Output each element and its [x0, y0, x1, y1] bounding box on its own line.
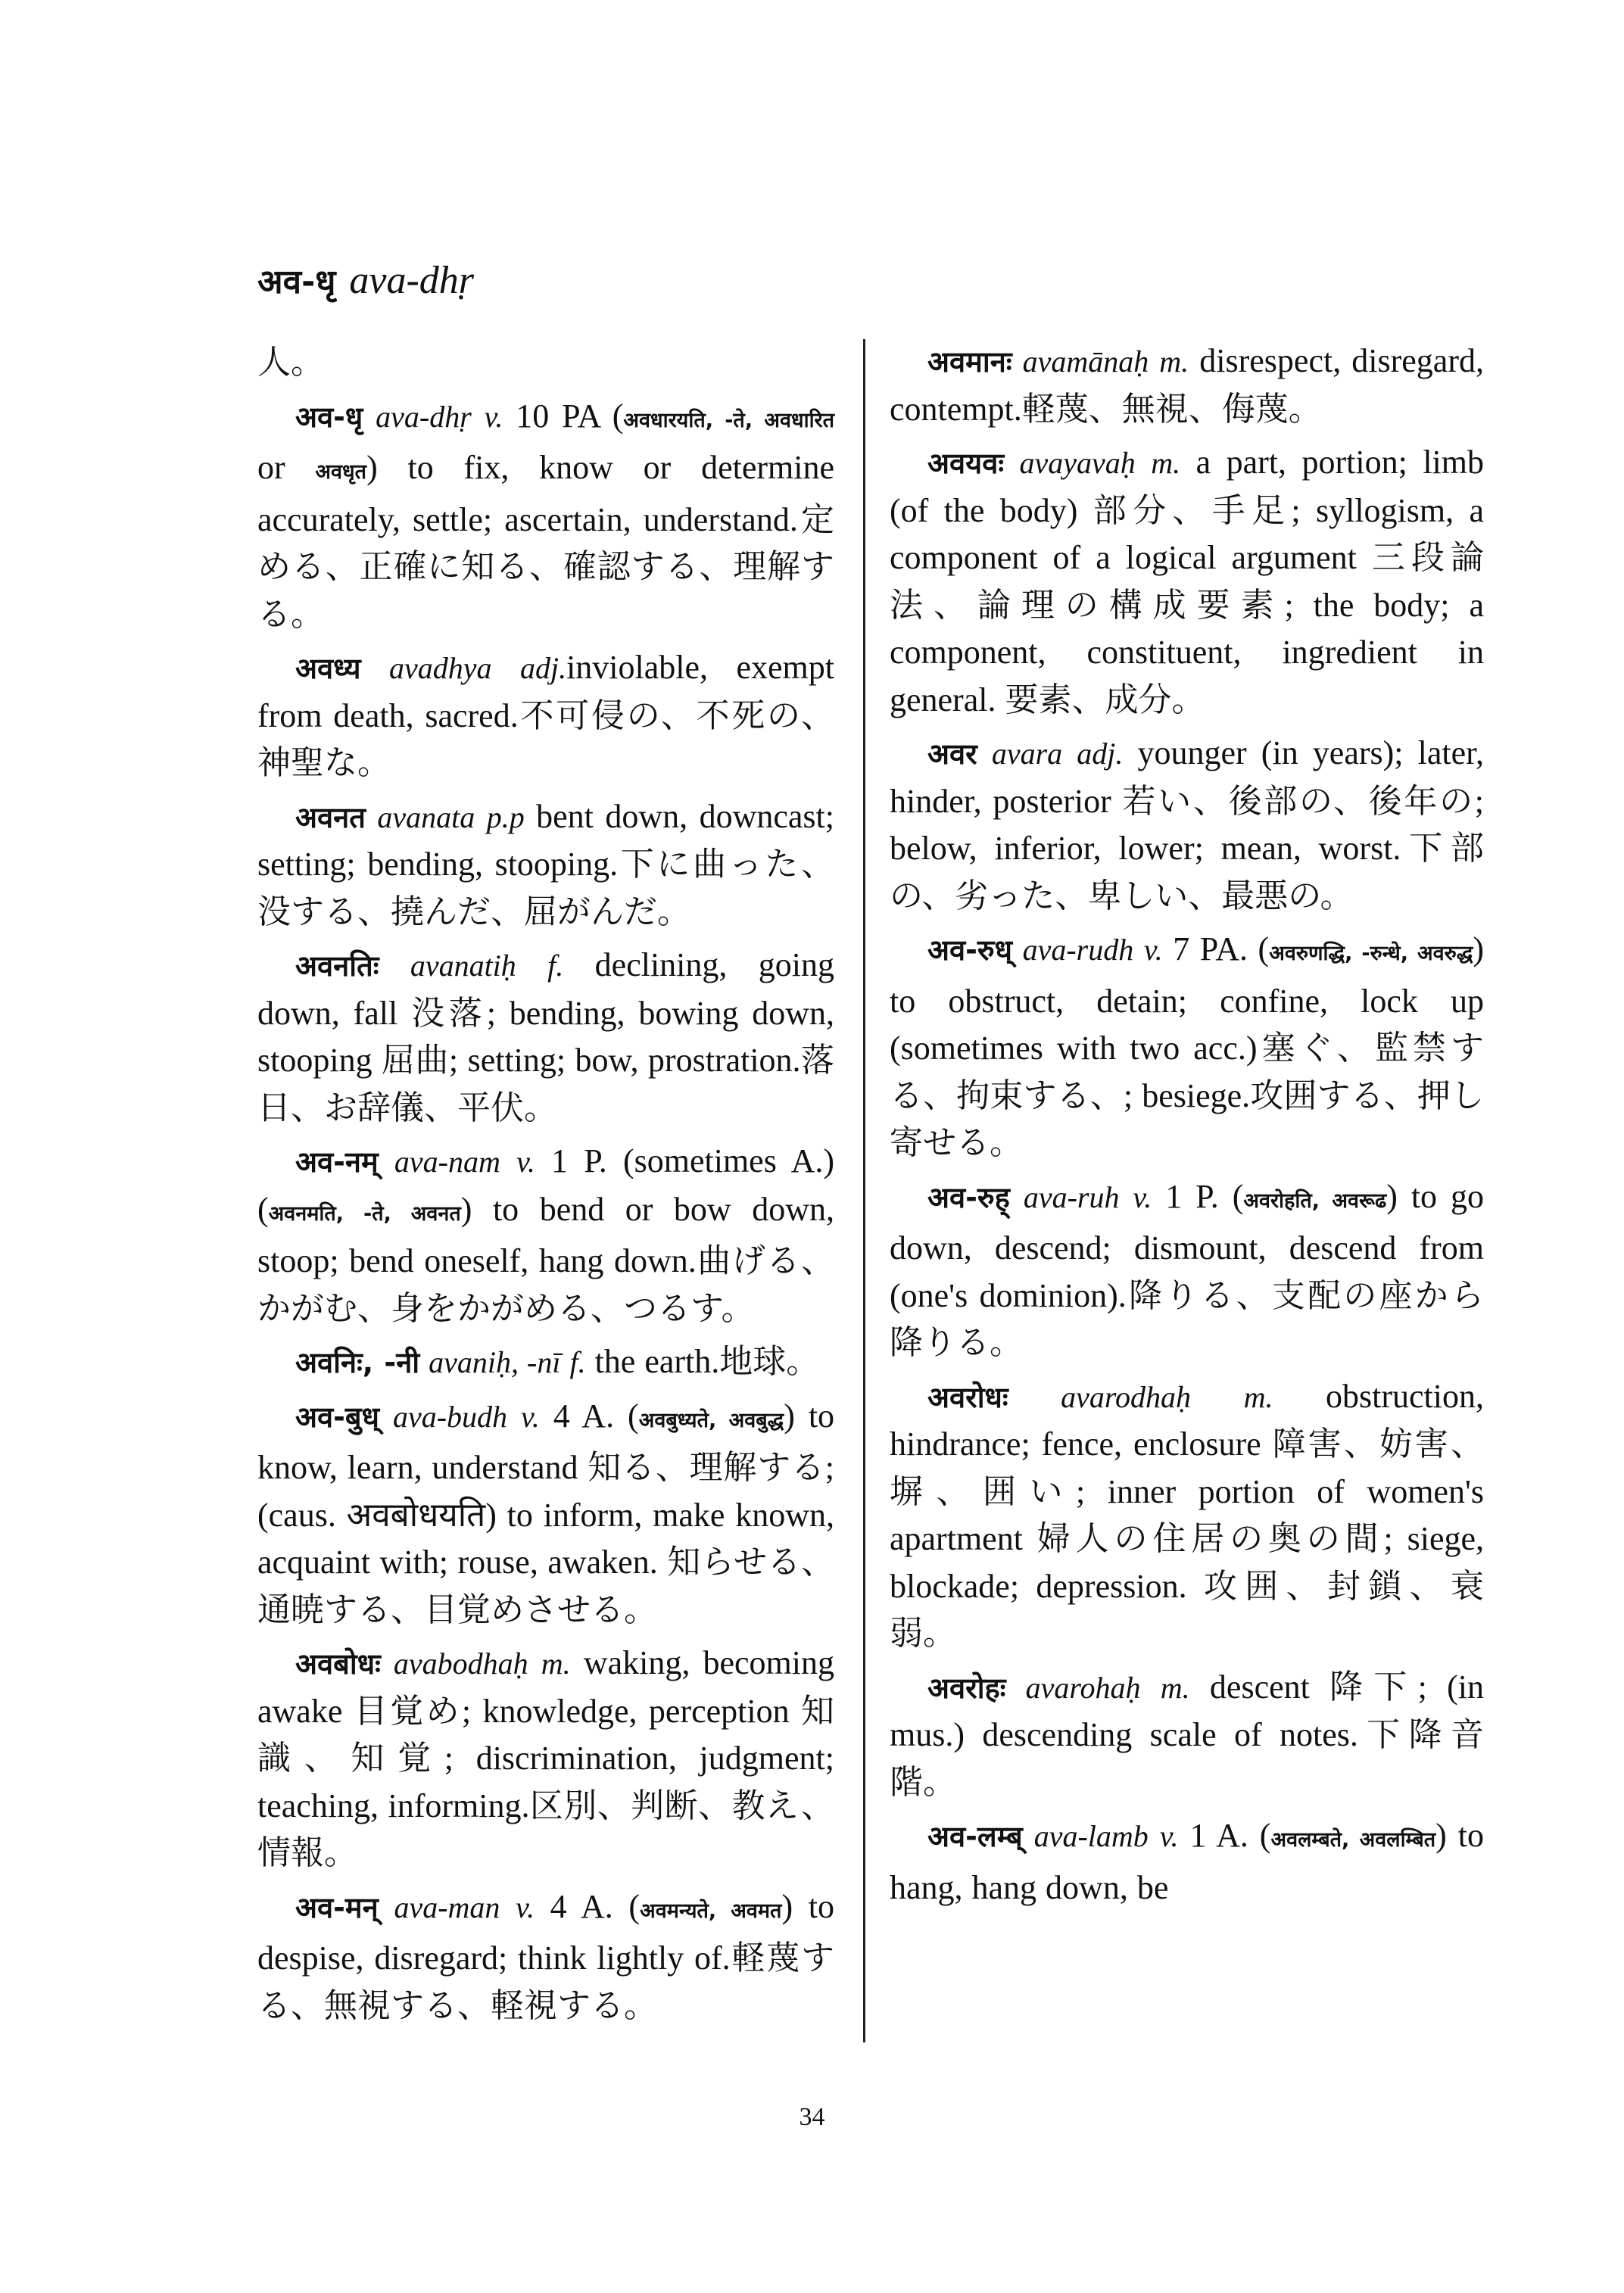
entry-grammar-detail: 1 A. ( — [1189, 1817, 1271, 1854]
entry-transliteration: avamānaḥ — [1022, 344, 1149, 379]
entry-headword: अव-धृ — [295, 400, 363, 434]
entry-definition: ) to hang, hang down, be — [890, 1817, 1484, 1906]
entry-definition: waking, becoming awake 目覚め; knowledge, perception 知識、知覚; discrimination, judgment; teaching, informing.区別、判断、教え、情報。 — [257, 1644, 834, 1871]
entry-inflected-forms-alt: अवधृत — [315, 460, 367, 484]
entry-transliteration: ava-man — [394, 1890, 500, 1924]
entry-grammar: v. — [484, 399, 503, 434]
entry-definition: disrespect, disregard, contempt.軽蔑、無視、侮蔑。 — [890, 342, 1484, 428]
dictionary-entry — [890, 926, 1484, 1167]
entry-grammar: m. — [1243, 1379, 1273, 1414]
entry-grammar: m. — [1159, 344, 1189, 379]
entry-headword: अवध्य — [295, 652, 361, 685]
entry-inflected-forms: अवरुणद्धि, -रुन्धे, अवरुद्ध — [1269, 942, 1473, 965]
entry-transliteration: avarohaḥ — [1025, 1670, 1141, 1705]
running-head-transliteration: ava-dhṛ — [349, 259, 475, 302]
entry-definition: the earth.地球。 — [585, 1343, 820, 1380]
entry-grammar: m. — [1160, 1670, 1190, 1705]
entry-headword: अव-रुध् — [927, 933, 1013, 967]
entry-definition: a part, portion; limb (of the body) 部分、手足; syllogism, a component of a logical argument 三段論法、論理の構成要素; the body; a component, constituent, ingredient in general. 要素、成分。 — [890, 444, 1485, 718]
entry-connector: or — [257, 449, 316, 486]
entry-headword: अवयवः — [927, 447, 1005, 480]
entry-grammar: m. — [541, 1647, 571, 1681]
entry-headword: अवनिः, -नी — [295, 1346, 420, 1379]
entry-headword: अव-मन् — [295, 1890, 379, 1924]
entry-headword: अवनत — [295, 800, 366, 834]
dictionary-entry — [257, 1640, 834, 1877]
entry-transliteration: avayavaḥ — [1019, 446, 1136, 480]
entry-grammar-detail: 1 P. ( — [1165, 1177, 1244, 1215]
entry-headword: अव-लम्ब् — [927, 1820, 1023, 1853]
entry-definition: ) to obstruct, detain; confine, lock up (sometimes with two acc.)塞ぐ、監禁する、拘束する、; besiege.攻囲する、押し寄せる。 — [890, 930, 1485, 1161]
entry-transliteration: ava-lamb — [1033, 1819, 1149, 1853]
left-column — [257, 339, 834, 2036]
entry-grammar: v. — [516, 1890, 535, 1924]
entry-inflected-forms: अवमन्यते, अवमत — [640, 1899, 782, 1923]
entry-definition: younger (in years); later, hinder, posterior 若い、後部の、後年の; below, inferior, lower; mean, worst.下部の、劣った、卑しい、最悪の。 — [890, 734, 1485, 914]
entry-grammar: m. — [1151, 446, 1181, 480]
dictionary-entry — [890, 1664, 1484, 1807]
entry-definition: obstruction, hindrance; fence, enclosure 障害、妨害、塀、囲い; inner portion of women's apartment 婦人の住居の奥の間; siege, blockade; depression. 攻囲、封鎖、衰弱。 — [890, 1377, 1484, 1652]
entry-headword: अवरोहः — [927, 1671, 1006, 1705]
dictionary-entry — [890, 338, 1484, 433]
page-number: 34 — [799, 2103, 825, 2131]
entry-headword: अव-रुह् — [927, 1180, 1010, 1214]
entry-grammar: adj. — [1077, 737, 1124, 771]
entry-definition: ) to go down, descend; dismount, descend from (one's dominion).降りる、支配の座から降りる。 — [890, 1177, 1485, 1361]
entry-headword: अवमानः — [927, 345, 1012, 379]
entry-grammar: f. — [547, 949, 564, 983]
right-column — [890, 338, 1484, 1918]
entry-definition: ) to despise, disregard; think lightly of.軽蔑する、無視する、軽視する。 — [257, 1887, 835, 2024]
entry-headword: अव-नम् — [295, 1145, 379, 1179]
entry-grammar: p.p — [486, 799, 525, 834]
entry-grammar-detail: 7 PA. ( — [1173, 930, 1270, 967]
column-divider — [863, 339, 865, 2042]
dictionary-entry — [890, 730, 1484, 920]
entry-headword: अव-बुध् — [295, 1400, 379, 1434]
entry-grammar: v. — [1133, 1179, 1152, 1214]
entry-transliteration: ava-budh — [392, 1399, 508, 1434]
running-head-devanagari: अव-धृ — [257, 263, 336, 301]
entry-grammar: f. — [569, 1345, 586, 1379]
entry-headword: अवबोधः — [295, 1647, 381, 1681]
entry-transliteration: ava-ruh — [1023, 1179, 1120, 1214]
entry-transliteration: avadhya — [388, 651, 492, 685]
entry-headword: अवर — [927, 737, 977, 771]
running-head — [257, 257, 474, 303]
entry-inflected-forms: अवबुध्यते, अवबुद्ध — [638, 1408, 784, 1432]
entry-grammar: v. — [521, 1399, 540, 1434]
entry-definition: bent down, downcast; setting; bending, stooping.下に曲った、没する、撓んだ、屈がんだ。 — [257, 797, 834, 930]
entry-grammar: adj. — [519, 651, 567, 685]
dictionary-entry — [890, 1812, 1484, 1911]
entry-definition: ) to fix, know or determine accurately, settle; ascertain, understand.定める、正確に知る、確認する、理解する。 — [257, 449, 834, 633]
dictionary-entry — [257, 942, 834, 1132]
entry-grammar: v. — [516, 1145, 535, 1179]
entry-inflected-forms: अवनमति, -ते, अवनत — [268, 1201, 461, 1226]
entry-transliteration: avara — [991, 737, 1063, 771]
entry-inflected-forms: अवरोहति, अवरूढ — [1243, 1189, 1387, 1213]
entry-grammar-detail: 4 A. ( — [550, 1887, 641, 1925]
dictionary-entry-continuation — [257, 339, 834, 387]
entry-definition: 人。 — [257, 344, 324, 381]
dictionary-entry — [257, 1338, 834, 1387]
entry-grammar: v. — [1143, 933, 1163, 967]
entry-inflected-forms: अवधारयति, -ते, अवधारित — [623, 408, 834, 432]
entry-grammar-detail: 1 P. (sometimes A.) ( — [257, 1142, 834, 1228]
entry-grammar-detail: 4 A. ( — [553, 1397, 639, 1435]
entry-transliteration: ava-rudh — [1022, 933, 1134, 967]
dictionary-entry — [257, 793, 834, 936]
entry-definition: declining, going down, fall 没落; bending, bowing down, stooping 屈曲; setting; bow, prostration.落日、お辞儀、平伏。 — [257, 946, 834, 1126]
dictionary-entry — [257, 1393, 834, 1634]
entry-grammar-detail: 10 PA ( — [516, 397, 624, 435]
dictionary-entry — [257, 1883, 834, 2030]
entry-grammar: v. — [1159, 1819, 1179, 1853]
entry-headword: अवरोधः — [927, 1380, 1008, 1414]
entry-transliteration: avabodhaḥ — [393, 1647, 528, 1681]
entry-headword: अवनतिः — [295, 949, 379, 983]
entry-inflected-forms: अवलम्बते, अवलम्बित — [1270, 1828, 1436, 1852]
entry-transliteration: avanata — [377, 799, 475, 834]
entry-definition: descent 降下; (in mus.) descending scale of notes.下降音階。 — [890, 1668, 1485, 1801]
entry-transliteration: avanatiḥ — [410, 949, 516, 983]
entry-definition: ) to know, learn, understand 知る、理解する; (caus. अवबोधयति) to inform, make known, acquaint with; rouse, awaken. 知らせる、通暁する、目覚めさせる。 — [257, 1397, 835, 1628]
dictionary-entry — [257, 1138, 834, 1332]
dictionary-entry — [257, 644, 834, 787]
entry-transliteration: ava-nam — [394, 1145, 500, 1179]
dictionary-entry — [890, 1373, 1484, 1658]
entry-definition: inviolable, exempt from death, sacred.不可侵の、不死の、神聖な。 — [257, 649, 835, 781]
dictionary-entry — [257, 393, 834, 639]
dictionary-entry — [890, 439, 1484, 724]
entry-transliteration: avarodhaḥ — [1061, 1379, 1191, 1414]
entry-transliteration: ava-dhṛ — [376, 399, 472, 434]
entry-definition: ) to bend or bow down, stoop; bend oneself, hang down.曲げる、かがむ、身をかがめる、つるす。 — [257, 1190, 834, 1327]
dictionary-entry — [890, 1173, 1484, 1367]
entry-transliteration: avaniḥ, -nī — [429, 1345, 561, 1379]
